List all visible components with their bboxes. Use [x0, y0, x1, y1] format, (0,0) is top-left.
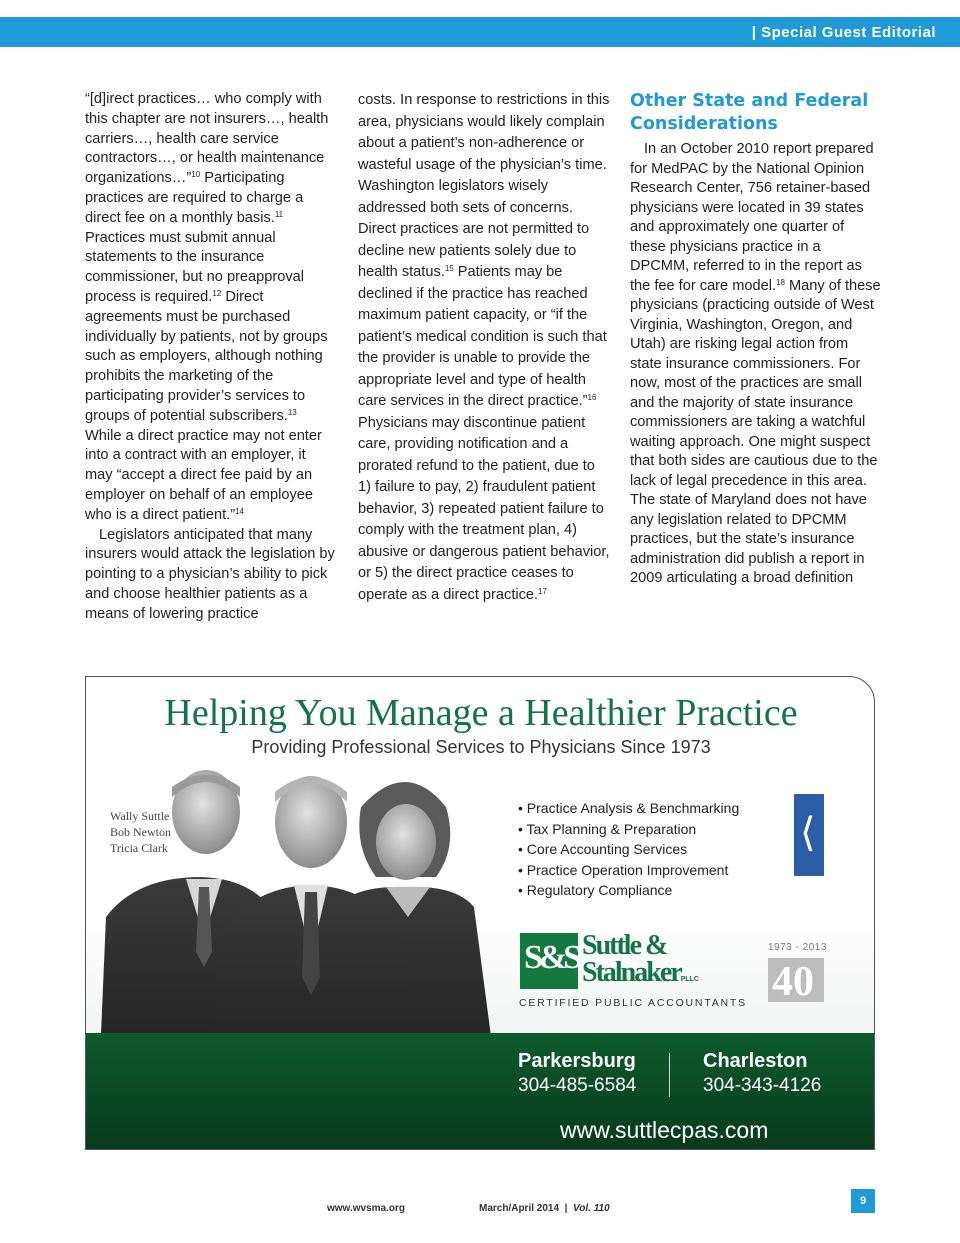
- col3-paragraph: [630, 140, 882, 589]
- divider: [669, 1053, 670, 1097]
- text-run: costs. In response to restrictions in this area, physicians would likely complain about a patient’s non-adherence or wasteful usage of the physician’s time. Washington legislators wisely addressed both sets of concerns. Direct practices are not permitted to decline new patients solely due to health status.: [358, 92, 610, 280]
- advertisement[interactable]: [85, 676, 875, 1150]
- column-3: [630, 90, 882, 589]
- website-link[interactable]: www.suttlecpas.com: [560, 1117, 769, 1143]
- service-item: • Core Accounting Services: [518, 839, 739, 860]
- issue-date: March/April 2014: [479, 1203, 560, 1214]
- name-label: Tricia Clark: [110, 841, 168, 855]
- office-phone: 304-343-4126: [703, 1075, 822, 1096]
- text-run: While a direct practice may not enter into a contract with an employer, it may “accept a direct fee paid by an employer on behalf of an employee who is a direct patient.”: [85, 427, 322, 523]
- text-run: Physicians may discontinue patient care, providing notification and a prorated refund to the patient, due to 1) failure to pay, 2) fraudulent patient behavior, 3) repeated patient failure to comply with the treatment plan, 4) abusive or dangerous patient behavior, or 5) the direct practice ceases to operate as a direct practice.: [358, 414, 610, 603]
- firm-name: [582, 932, 699, 993]
- footnote-ref: 13: [287, 407, 297, 417]
- firm-tagline: CERTIFIED PUBLIC ACCOUNTANTS: [519, 997, 747, 1009]
- ad-subtitle: Providing Professional Services to Physicians Since 1973: [251, 737, 711, 757]
- service-item: • Practice Operation Improvement: [518, 860, 739, 881]
- footer-issue: [479, 1203, 610, 1214]
- footnote-ref: 11: [274, 209, 284, 219]
- name-label: Bob Newton: [110, 825, 171, 839]
- footnote-ref: 12: [212, 288, 222, 298]
- firm-name-line: Stalnaker: [582, 957, 681, 988]
- text-run: Many of these physicians (practicing outside of West Virginia, Washington, Oregon, and Utah) are risking legal action from state insurance commissioners. For now, most of the practices are small and the majority of state insurance commissioners are taking a watchful waiting approach. One might suspect that both sides are cautious due to the lack of legal precedence in this area. The state of Maryland does not have any legislation related to DPCMM practices, but the state’s insurance administration did publish a report in 2009 articulating a broad definition: [630, 277, 881, 586]
- volume: Vol. 110: [572, 1203, 610, 1214]
- col1-paragraph-2: Legislators anticipated that many insurers would attack the legislation by pointing to a physician’s ability to pick and choose healthier patients as a means of lowering practice: [85, 526, 335, 622]
- firm-name-line: Suttle &: [582, 930, 667, 961]
- text-run: Patients may be declined if the practice has reached maximum patient capacity, or “if the patient’s medical condition is such that the provider is unable to provide the appropriate level and type of health care services in the direct practice.”: [358, 264, 607, 409]
- office-city: Charleston: [703, 1050, 808, 1072]
- text-run: In an October 2010 report prepared for MedPAC by the National Opinion Research Center, 756 retainer-based physicians were located in 39 states and approximately one quarter of these physicians practice in a DPCMM, referred to in the report as the fee for care model.: [630, 141, 874, 294]
- service-item: • Regulatory Compliance: [518, 880, 739, 901]
- firm-logo-mark: [520, 933, 578, 989]
- office-phone: 304-485-6584: [518, 1075, 637, 1096]
- text-run: Direct agreements must be purchased individually by patients, not by groups such as employers, although nothing prohibits the marketing of the participating provider’s services to groups of potential subscribers.: [85, 288, 328, 424]
- col1-paragraph-1: [85, 90, 335, 526]
- footnote-ref: 15: [444, 264, 454, 273]
- footnote-ref: 18: [776, 277, 785, 287]
- text-run: Participating practices are required to charge a direct fee on a monthly basis.: [85, 170, 304, 226]
- footnote-ref: 16: [587, 393, 597, 402]
- service-item: • Practice Analysis & Benchmarking: [518, 798, 739, 819]
- anniversary-number: 40: [772, 959, 814, 1005]
- column-2: [358, 90, 610, 606]
- chevron-left-icon: ⟨: [794, 794, 824, 876]
- text-run: “[d]irect practices… who comply with this chapter are not insurers…, health carriers…, health care service contractors…, or health maintenance organizations…”: [85, 91, 329, 187]
- page-number: 9: [851, 1189, 875, 1213]
- ad-title: Helping You Manage a Healthier Practice: [164, 692, 798, 734]
- office-city: Parkersburg: [518, 1050, 636, 1072]
- firm-suffix: PLLC: [680, 976, 699, 983]
- separator: |: [564, 1203, 568, 1214]
- footer-site: www.wvsma.org: [327, 1203, 405, 1214]
- section-header-bar: [0, 17, 960, 47]
- section-title: | Special Guest Editorial: [751, 24, 936, 41]
- section-heading: Other State and Federal Considerations: [630, 91, 869, 134]
- footnote-ref: 17: [538, 586, 547, 596]
- text-run: Practices must submit annual statements to the insurance commissioner, but no preapproval process is required.: [85, 229, 305, 305]
- name-label: Wally Suttle: [110, 809, 170, 823]
- column-1: [85, 90, 335, 625]
- services-list: [518, 798, 739, 901]
- people-names: [110, 808, 171, 856]
- anniversary-badge: [768, 958, 824, 1005]
- logo-mark-text: S&S: [524, 939, 579, 976]
- footnote-ref: 10: [191, 170, 201, 180]
- service-item: • Tax Planning & Preparation: [518, 819, 739, 840]
- footnote-ref: 14: [235, 506, 244, 516]
- contact-band: [86, 1033, 875, 1150]
- anniversary-years: 1973 - 2013: [768, 942, 827, 953]
- col2-paragraph: [358, 90, 610, 606]
